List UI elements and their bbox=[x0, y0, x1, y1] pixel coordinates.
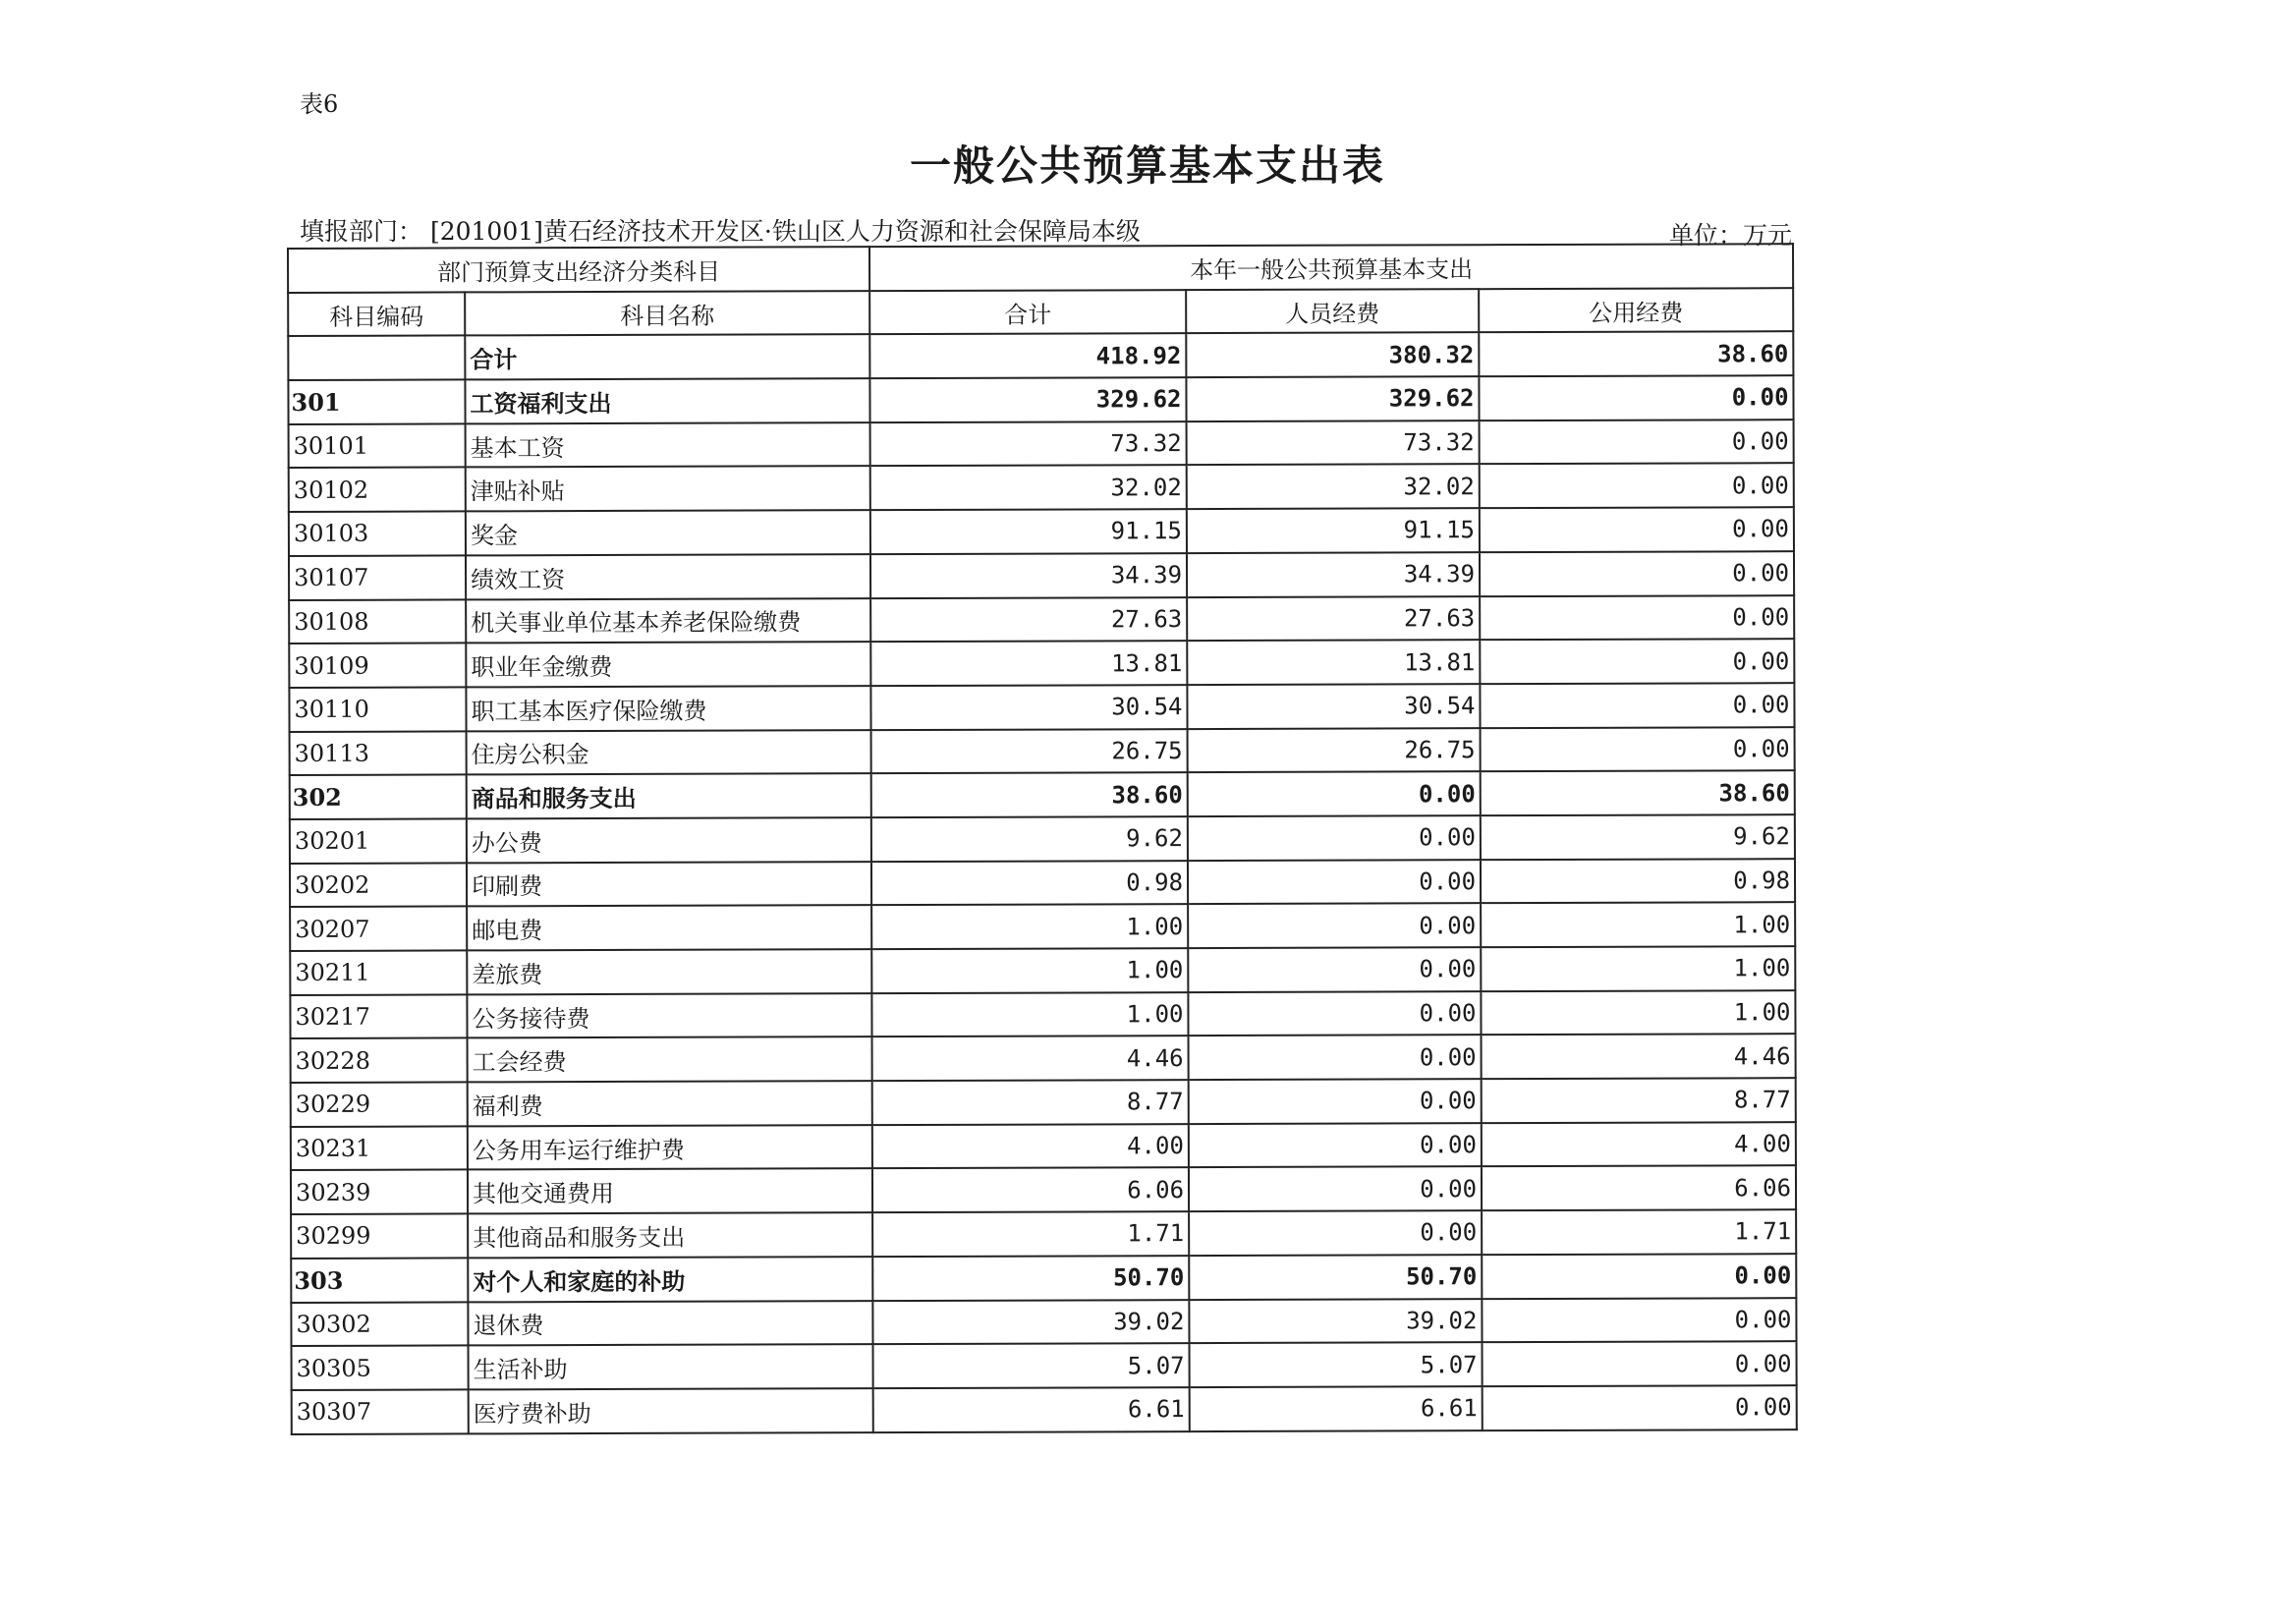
table-row bbox=[289, 507, 1794, 556]
table-row bbox=[290, 859, 1795, 908]
reporting-department: 填报部门： [201001]黄石经济技术开发区·铁山区人力资源和社会保障局本级 bbox=[300, 217, 1141, 246]
row-code: 30211 bbox=[290, 950, 467, 994]
row-staff: 5.07 bbox=[1190, 1342, 1483, 1387]
row-total: 1.00 bbox=[871, 992, 1188, 1037]
table-row bbox=[291, 1166, 1796, 1215]
row-total: 26.75 bbox=[871, 729, 1188, 774]
row-name: 工资福利支出 bbox=[465, 378, 869, 423]
row-public: 0.00 bbox=[1480, 420, 1794, 465]
row-name: 工会经费 bbox=[468, 1037, 872, 1083]
row-total: 8.77 bbox=[872, 1080, 1189, 1125]
row-code bbox=[288, 336, 465, 380]
row-code: 30108 bbox=[289, 599, 466, 644]
header-staff: 人员经费 bbox=[1186, 289, 1479, 334]
row-staff: 27.63 bbox=[1187, 596, 1480, 642]
row-total: 0.98 bbox=[871, 861, 1188, 906]
row-total: 5.07 bbox=[873, 1343, 1190, 1388]
row-name: 基本工资 bbox=[466, 422, 870, 468]
row-staff: 91.15 bbox=[1187, 508, 1480, 553]
row-name: 合计 bbox=[465, 335, 869, 380]
row-public: 4.00 bbox=[1482, 1122, 1796, 1167]
row-staff: 0.00 bbox=[1188, 771, 1481, 816]
table-row bbox=[291, 1035, 1796, 1084]
budget-table bbox=[287, 243, 1798, 1434]
row-total: 1.00 bbox=[871, 948, 1188, 993]
row-public: 0.00 bbox=[1479, 375, 1793, 420]
row-total: 13.81 bbox=[870, 641, 1187, 686]
table-number: 表6 bbox=[300, 90, 339, 118]
row-total: 27.63 bbox=[870, 597, 1187, 643]
row-staff: 39.02 bbox=[1189, 1299, 1482, 1344]
row-code: 30307 bbox=[292, 1389, 469, 1433]
row-name: 绩效工资 bbox=[466, 554, 870, 599]
row-public: 0.00 bbox=[1480, 683, 1794, 728]
row-name: 公务用车运行维护费 bbox=[468, 1125, 872, 1170]
row-public: 38.60 bbox=[1479, 332, 1793, 377]
row-name: 其他商品和服务支出 bbox=[468, 1212, 872, 1258]
row-code: 301 bbox=[288, 379, 465, 423]
row-public: 1.00 bbox=[1481, 946, 1795, 991]
row-public: 0.00 bbox=[1482, 1298, 1796, 1343]
row-code: 303 bbox=[291, 1258, 468, 1302]
row-staff: 50.70 bbox=[1189, 1255, 1482, 1300]
row-total: 4.46 bbox=[872, 1036, 1189, 1081]
table-row bbox=[288, 332, 1793, 381]
row-total: 9.62 bbox=[871, 816, 1188, 862]
row-public: 0.00 bbox=[1480, 595, 1794, 641]
row-code: 30239 bbox=[291, 1170, 468, 1214]
row-name: 福利费 bbox=[468, 1081, 872, 1126]
table-row bbox=[291, 1078, 1796, 1127]
table-row bbox=[291, 1298, 1796, 1347]
row-code: 30103 bbox=[289, 512, 466, 556]
row-total: 39.02 bbox=[872, 1300, 1189, 1345]
row-code: 30302 bbox=[291, 1302, 468, 1346]
row-public: 1.00 bbox=[1481, 990, 1795, 1036]
row-staff: 6.61 bbox=[1190, 1386, 1483, 1431]
row-staff: 73.32 bbox=[1187, 420, 1480, 466]
table-row bbox=[289, 420, 1794, 469]
row-code: 30102 bbox=[289, 468, 466, 512]
row-public: 0.00 bbox=[1483, 1341, 1797, 1386]
row-total: 6.06 bbox=[872, 1168, 1189, 1213]
row-public: 0.00 bbox=[1480, 464, 1794, 509]
row-staff: 0.00 bbox=[1189, 1210, 1482, 1256]
row-name: 生活补助 bbox=[469, 1344, 873, 1389]
row-total: 1.00 bbox=[871, 904, 1188, 949]
table-row bbox=[290, 727, 1795, 776]
row-public: 0.98 bbox=[1481, 859, 1795, 904]
row-public: 0.00 bbox=[1482, 1254, 1796, 1299]
row-total: 6.61 bbox=[873, 1387, 1190, 1432]
table-row bbox=[291, 1209, 1796, 1259]
table-row bbox=[290, 902, 1795, 951]
row-total: 34.39 bbox=[870, 553, 1187, 598]
row-staff: 32.02 bbox=[1187, 465, 1480, 510]
header-name: 科目名称 bbox=[465, 291, 869, 336]
table-row bbox=[292, 1341, 1797, 1390]
row-public: 0.00 bbox=[1480, 551, 1794, 596]
row-code: 30305 bbox=[292, 1346, 469, 1390]
row-public: 38.60 bbox=[1481, 770, 1795, 815]
row-name: 办公费 bbox=[467, 817, 871, 863]
row-code: 30109 bbox=[289, 644, 466, 688]
table-row bbox=[290, 946, 1795, 995]
table-row bbox=[290, 990, 1795, 1039]
row-total: 91.15 bbox=[870, 509, 1187, 554]
row-code: 30299 bbox=[291, 1214, 468, 1259]
row-name: 商品和服务支出 bbox=[467, 773, 871, 818]
row-code: 30202 bbox=[290, 863, 467, 907]
row-public: 0.00 bbox=[1483, 1385, 1797, 1430]
row-public: 1.00 bbox=[1481, 902, 1795, 947]
row-name: 津贴补贴 bbox=[466, 467, 870, 512]
row-public: 0.00 bbox=[1480, 507, 1794, 552]
header-row-group bbox=[288, 244, 1793, 293]
table-row bbox=[289, 639, 1794, 688]
row-public: 6.06 bbox=[1482, 1166, 1796, 1211]
table-row bbox=[291, 1254, 1796, 1303]
row-name: 邮电费 bbox=[467, 905, 871, 950]
row-staff: 0.00 bbox=[1188, 815, 1481, 861]
row-total: 30.54 bbox=[870, 685, 1187, 730]
header-row-columns bbox=[288, 288, 1793, 337]
table-row bbox=[289, 595, 1794, 644]
row-total: 418.92 bbox=[869, 334, 1186, 379]
row-code: 30231 bbox=[291, 1126, 468, 1170]
table-row bbox=[292, 1385, 1797, 1434]
row-staff: 26.75 bbox=[1188, 728, 1481, 773]
row-code: 302 bbox=[290, 775, 467, 819]
row-code: 30228 bbox=[291, 1038, 468, 1083]
row-staff: 0.00 bbox=[1188, 860, 1481, 905]
row-code: 30113 bbox=[290, 731, 467, 775]
row-total: 50.70 bbox=[872, 1256, 1189, 1301]
row-total: 73.32 bbox=[870, 421, 1187, 467]
row-staff: 34.39 bbox=[1187, 552, 1480, 597]
row-name: 医疗费补助 bbox=[469, 1388, 873, 1433]
row-staff: 0.00 bbox=[1189, 1123, 1482, 1168]
row-code: 30217 bbox=[290, 994, 467, 1038]
table-row bbox=[289, 464, 1794, 513]
row-name: 其他交通费用 bbox=[468, 1169, 872, 1214]
row-total: 32.02 bbox=[870, 466, 1187, 511]
row-code: 30110 bbox=[289, 687, 466, 731]
row-staff: 30.54 bbox=[1187, 684, 1480, 729]
row-staff: 0.00 bbox=[1188, 947, 1481, 992]
table-row bbox=[288, 375, 1793, 424]
header-economic-class: 部门预算支出经济分类科目 bbox=[288, 247, 869, 293]
row-name: 奖金 bbox=[466, 510, 870, 555]
row-staff: 0.00 bbox=[1189, 1167, 1482, 1212]
header-basic-expenditure: 本年一般公共预算基本支出 bbox=[869, 244, 1793, 291]
row-name: 差旅费 bbox=[467, 949, 871, 994]
row-name: 住房公积金 bbox=[467, 730, 871, 775]
row-staff: 13.81 bbox=[1187, 640, 1480, 685]
page-title: 一般公共预算基本支出表 bbox=[909, 141, 1385, 190]
row-name: 公务接待费 bbox=[467, 993, 871, 1038]
row-code: 30107 bbox=[289, 555, 466, 599]
row-staff: 0.00 bbox=[1188, 903, 1481, 948]
row-public: 0.00 bbox=[1481, 727, 1795, 772]
table-row bbox=[289, 683, 1794, 732]
row-staff: 0.00 bbox=[1188, 991, 1481, 1036]
row-public: 8.77 bbox=[1482, 1078, 1796, 1123]
table-row bbox=[290, 770, 1795, 819]
row-public: 0.00 bbox=[1480, 639, 1794, 684]
table-row bbox=[290, 814, 1795, 864]
row-total: 4.00 bbox=[872, 1124, 1189, 1169]
row-code: 30101 bbox=[289, 423, 466, 468]
row-total: 1.71 bbox=[872, 1211, 1189, 1257]
row-name: 印刷费 bbox=[467, 862, 871, 907]
row-total: 329.62 bbox=[869, 377, 1186, 422]
row-staff: 0.00 bbox=[1189, 1079, 1482, 1124]
header-code: 科目编码 bbox=[288, 292, 465, 336]
row-public: 1.71 bbox=[1482, 1209, 1796, 1255]
row-staff: 329.62 bbox=[1186, 376, 1479, 421]
table-row bbox=[289, 551, 1794, 600]
row-staff: 0.00 bbox=[1189, 1036, 1482, 1081]
row-name: 职业年金缴费 bbox=[466, 642, 870, 687]
table-body bbox=[288, 332, 1797, 1434]
header-total: 合计 bbox=[869, 290, 1186, 335]
row-public: 9.62 bbox=[1481, 814, 1795, 860]
row-code: 30201 bbox=[290, 818, 467, 863]
row-public: 4.46 bbox=[1482, 1035, 1796, 1080]
table-row bbox=[291, 1122, 1796, 1171]
row-total: 38.60 bbox=[871, 772, 1188, 817]
unit-label: 单位：万元 bbox=[1668, 221, 1792, 250]
row-name: 职工基本医疗保险缴费 bbox=[466, 686, 870, 731]
header-public: 公用经费 bbox=[1479, 288, 1793, 333]
row-name: 退休费 bbox=[468, 1301, 872, 1346]
row-name: 机关事业单位基本养老保险缴费 bbox=[466, 598, 870, 644]
row-staff: 380.32 bbox=[1186, 333, 1479, 378]
row-name: 对个人和家庭的补助 bbox=[468, 1257, 872, 1302]
row-code: 30207 bbox=[290, 907, 467, 951]
row-code: 30229 bbox=[291, 1082, 468, 1126]
